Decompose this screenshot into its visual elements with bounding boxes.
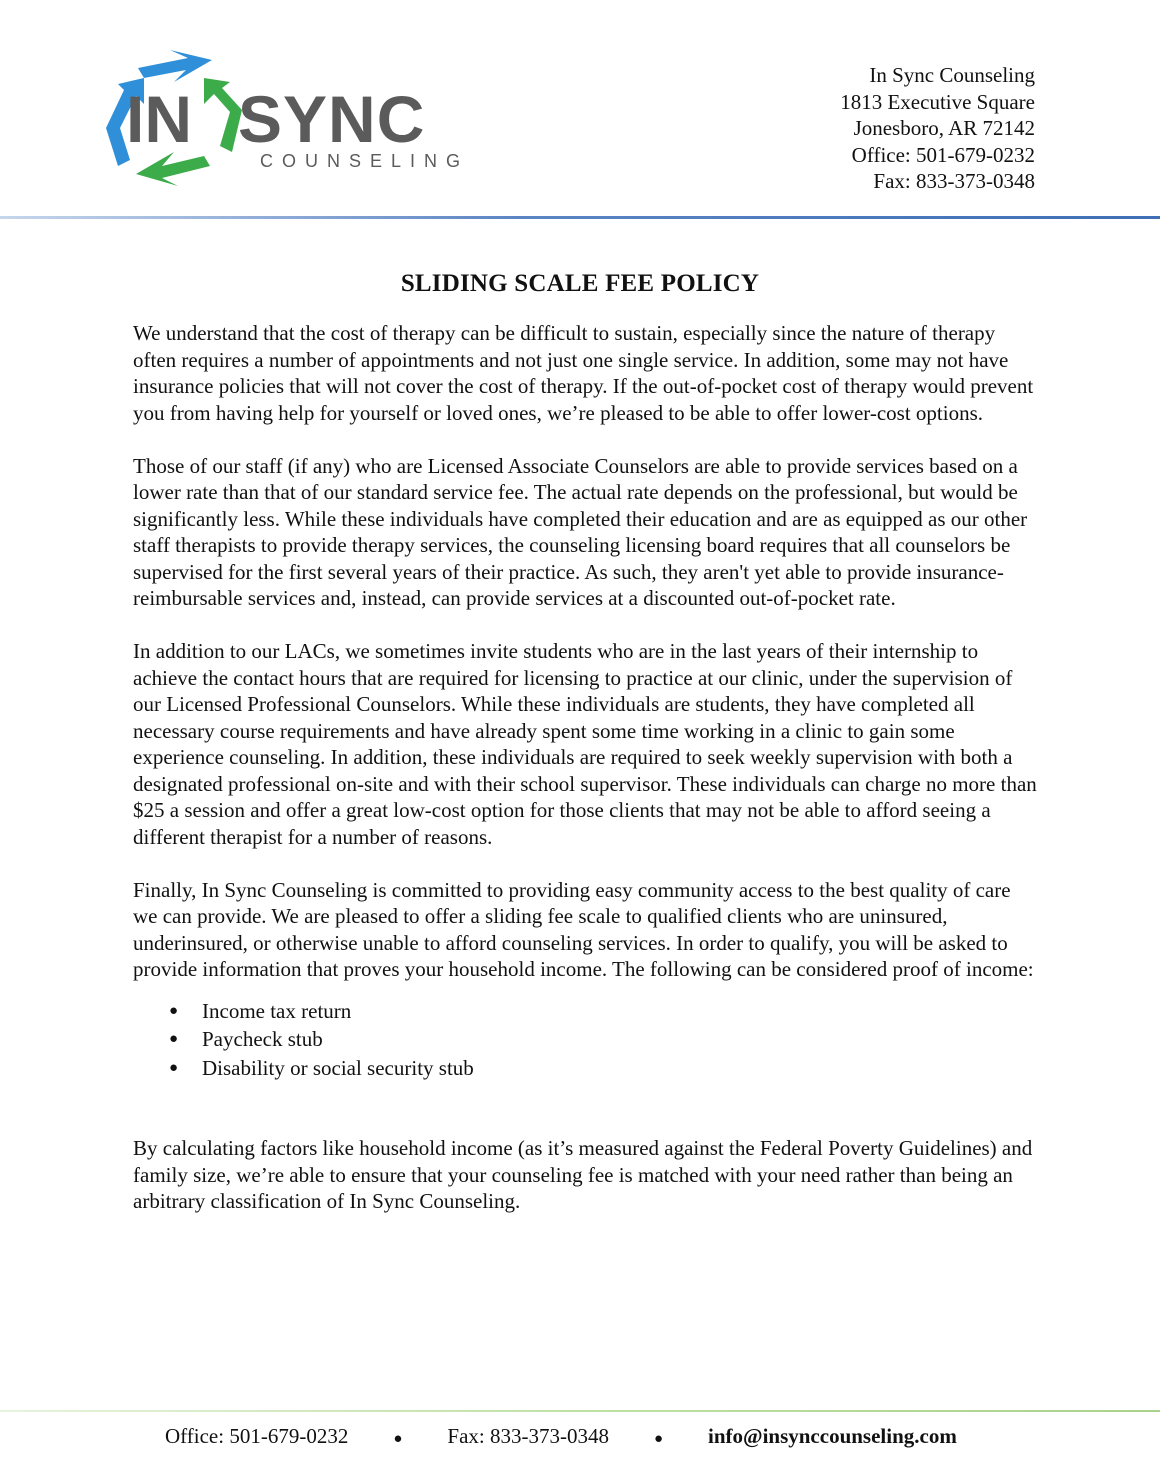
footer-fax: Fax: 833-373-0348 [447, 1424, 609, 1448]
footer-divider [0, 1410, 1160, 1412]
logo-word-in: IN [126, 82, 192, 156]
logo-arrow-bottom-icon [136, 152, 210, 186]
list-item-text: Paycheck stub [202, 1027, 323, 1051]
address-fax: Fax: 833-373-0348 [873, 169, 1035, 193]
proof-of-income-list [169, 997, 1038, 1083]
address-office-phone: Office: 501-679-0232 [851, 142, 1035, 167]
address-company-name: In Sync Counseling [869, 63, 1035, 87]
paragraph-associate-counselors: Those of our staff (if any) who are Licensed Associate Counselors are able to provide services based on a lower rate than that of our standard service fee. The actual rate depends on the professional, but would be significantly less. While these individuals have completed their education and are as equipped as our other staff therapists to provide therapy services, the counseling licensing board requires that all counselors be supervised for the first several years of their practice. As such, they aren't yet able to provide insurance-reimbursable services and, instead, can provide services at a discounted out-of-pocket rate. [133, 453, 1028, 610]
logo-arrow-right-icon [204, 78, 242, 152]
list-item-text: Disability or social security stub [202, 1055, 474, 1080]
list-item-text: Income tax return [202, 998, 352, 1023]
logo-word-sync: SYNC [238, 82, 426, 156]
letterhead-address [840, 62, 1035, 195]
document-body [133, 320, 1038, 1241]
company-logo [100, 48, 470, 188]
footer-separator-icon: ● [393, 1431, 403, 1447]
page-title: SLIDING SCALE FEE POLICY [400, 270, 760, 297]
list-item [169, 1025, 1038, 1054]
bullet-icon: ● [169, 1031, 179, 1047]
paragraph-student-interns: In addition to our LACs, we sometimes invite students who are in the last years of their internship to achieve the contact hours that are required for licensing to practice at our clinic, under the supervision of our Licensed Professional Counselors. While these individuals are students, they have completed all necessary course requirements and have already spent some time working in a clinic to gain some experience counseling. In addition, these individuals are required to seek weekly supervision with both a designated professional on-site and with their school supervisor. These individuals can charge no more than $25 a session and offer a great low-cost option for those clients that may not be able to afford seeing a different therapist for a number of reasons. [133, 639, 1037, 849]
address-street: 1813 Executive Square [840, 89, 1035, 114]
list-item [169, 997, 1038, 1026]
footer-email-link[interactable]: info@insynccounseling.com [708, 1424, 957, 1448]
bullet-icon: ● [169, 1002, 179, 1019]
footer-office-phone: Office: 501-679-0232 [165, 1424, 349, 1448]
paragraph-cost-of-therapy: We understand that the cost of therapy can be difficult to sustain, especially since the nature of therapy often requires a number of appointments and not just one single service. In addition, some may not have insurance policies that will not cover the cost of therapy. If the out-of-pocket cost of therapy would prevent you from having help for yourself or loved ones, we’re pleased to be able to offer lower-cost options. [133, 321, 1034, 425]
footer-separator-icon: ● [653, 1431, 664, 1447]
address-city: Jonesboro, AR 72142 [853, 116, 1035, 140]
paragraph-closing: By calculating factors like household income (as it’s measured against the Federal Poverty Guidelines) and family size, we’re able to ensure that your counseling fee is matched with your need rather than being an arbitrary classification of In Sync Counseling. [133, 1136, 1033, 1213]
page-footer [165, 1424, 957, 1449]
list-item [169, 1054, 1038, 1083]
logo-arrow-top-icon [138, 50, 212, 82]
bullet-icon: ● [169, 1059, 179, 1076]
logo-tagline: COUNSELING [260, 151, 470, 171]
paragraph-sliding-fee: Finally, In Sync Counseling is committed to providing easy community access to the best quality of care we can provide. We are pleased to offer a sliding fee scale to qualified clients who are uninsured, underinsured, or otherwise unable to afford counseling services. In order to qualify, you will be asked to provide information that proves your household income. The following can be considered proof of income: [133, 877, 1034, 981]
header-divider [0, 216, 1160, 219]
logo-graphic [100, 48, 470, 188]
